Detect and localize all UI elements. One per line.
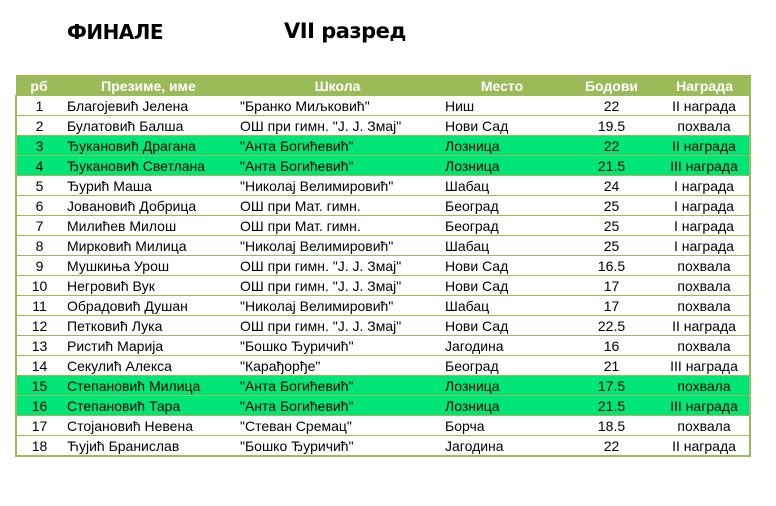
cell-points: 21.5 bbox=[564, 396, 659, 416]
cell-name: Степановић Милица bbox=[62, 376, 235, 396]
cell-points: 24 bbox=[564, 176, 659, 196]
cell-rank: 6 bbox=[16, 196, 62, 216]
cell-rank: 17 bbox=[16, 416, 62, 436]
cell-school: "Стеван Сремац" bbox=[235, 416, 440, 436]
cell-name: Ћујић Бранислав bbox=[62, 436, 235, 457]
cell-place: Јагодина bbox=[440, 336, 564, 356]
cell-name: Мушкиња Урош bbox=[62, 256, 235, 276]
cell-rank: 10 bbox=[16, 276, 62, 296]
cell-points: 16 bbox=[564, 336, 659, 356]
column-header-points: Бодови bbox=[564, 76, 659, 96]
table-row bbox=[16, 216, 750, 236]
cell-points: 17.5 bbox=[564, 376, 659, 396]
cell-school: "Николај Велимировић" bbox=[235, 176, 440, 196]
cell-rank: 7 bbox=[16, 216, 62, 236]
cell-school: "Николај Велимировић" bbox=[235, 236, 440, 256]
cell-place: Лозница bbox=[440, 156, 564, 176]
table-row bbox=[16, 356, 750, 376]
column-header-name: Презиме, име bbox=[62, 76, 235, 96]
cell-name: Негровић Вук bbox=[62, 276, 235, 296]
cell-name: Милићев Милош bbox=[62, 216, 235, 236]
table-row bbox=[16, 276, 750, 296]
cell-school: ОШ при гимн. "Ј. Ј. Змај" bbox=[235, 276, 440, 296]
cell-school: ОШ при гимн. "Ј. Ј. Змај" bbox=[235, 256, 440, 276]
cell-place: Ниш bbox=[440, 96, 564, 116]
cell-rank: 11 bbox=[16, 296, 62, 316]
cell-school: "Анта Богићевић" bbox=[235, 376, 440, 396]
cell-place: Шабац bbox=[440, 236, 564, 256]
cell-award: похвала bbox=[659, 256, 750, 276]
cell-points: 22.5 bbox=[564, 316, 659, 336]
cell-name: Јовановић Добрица bbox=[62, 196, 235, 216]
cell-school: ОШ при Мат. гимн. bbox=[235, 216, 440, 236]
cell-award: III награда bbox=[659, 356, 750, 376]
results-table bbox=[15, 75, 751, 457]
table-row bbox=[16, 416, 750, 436]
cell-place: Лозница bbox=[440, 396, 564, 416]
cell-rank: 13 bbox=[16, 336, 62, 356]
table-row bbox=[16, 376, 750, 396]
table-row bbox=[16, 176, 750, 196]
cell-school: "Анта Богићевић" bbox=[235, 136, 440, 156]
table-row bbox=[16, 116, 750, 136]
cell-rank: 14 bbox=[16, 356, 62, 376]
cell-points: 17 bbox=[564, 296, 659, 316]
cell-award: II награда bbox=[659, 436, 750, 457]
cell-name: Стојановић Невена bbox=[62, 416, 235, 436]
cell-name: Ристић Марија bbox=[62, 336, 235, 356]
cell-school: ОШ при гимн. "Ј. Ј. Змај" bbox=[235, 116, 440, 136]
cell-place: Борча bbox=[440, 416, 564, 436]
table-row bbox=[16, 236, 750, 256]
table-row bbox=[16, 96, 750, 116]
cell-points: 25 bbox=[564, 216, 659, 236]
cell-place: Београд bbox=[440, 356, 564, 376]
cell-place: Нови Сад bbox=[440, 316, 564, 336]
page-title: ФИНАЛЕ bbox=[67, 20, 164, 44]
cell-name: Булатовић Балша bbox=[62, 116, 235, 136]
cell-award: I награда bbox=[659, 236, 750, 256]
cell-school: ОШ при гимн. "Ј. Ј. Змај" bbox=[235, 316, 440, 336]
cell-rank: 5 bbox=[16, 176, 62, 196]
cell-award: III награда bbox=[659, 156, 750, 176]
cell-name: Степановић Тара bbox=[62, 396, 235, 416]
cell-name: Мирковић Милица bbox=[62, 236, 235, 256]
table-row bbox=[16, 436, 750, 457]
cell-name: Секулић Алекса bbox=[62, 356, 235, 376]
cell-points: 22 bbox=[564, 436, 659, 457]
table-row bbox=[16, 196, 750, 216]
cell-award: похвала bbox=[659, 296, 750, 316]
cell-award: II награда bbox=[659, 96, 750, 116]
cell-points: 22 bbox=[564, 96, 659, 116]
cell-rank: 8 bbox=[16, 236, 62, 256]
grade-title: VII разред bbox=[284, 19, 406, 43]
cell-place: Лозница bbox=[440, 136, 564, 156]
table-row bbox=[16, 316, 750, 336]
cell-name: Обрадовић Душан bbox=[62, 296, 235, 316]
cell-points: 25 bbox=[564, 236, 659, 256]
cell-rank: 9 bbox=[16, 256, 62, 276]
cell-points: 21.5 bbox=[564, 156, 659, 176]
column-header-place: Место bbox=[440, 76, 564, 96]
cell-school: "Николај Велимировић" bbox=[235, 296, 440, 316]
cell-award: похвала bbox=[659, 336, 750, 356]
table-row bbox=[16, 136, 750, 156]
cell-rank: 2 bbox=[16, 116, 62, 136]
cell-name: Благојевић Јелена bbox=[62, 96, 235, 116]
cell-rank: 18 bbox=[16, 436, 62, 457]
cell-place: Јагодина bbox=[440, 436, 564, 457]
cell-award: I награда bbox=[659, 176, 750, 196]
cell-school: "Бранко Миљковић" bbox=[235, 96, 440, 116]
cell-school: "Карађорђе" bbox=[235, 356, 440, 376]
table-header-row bbox=[16, 76, 750, 96]
table-row bbox=[16, 396, 750, 416]
cell-place: Београд bbox=[440, 196, 564, 216]
cell-place: Нови Сад bbox=[440, 116, 564, 136]
cell-place: Београд bbox=[440, 216, 564, 236]
cell-award: I награда bbox=[659, 196, 750, 216]
column-header-award: Награда bbox=[659, 76, 750, 96]
cell-points: 21 bbox=[564, 356, 659, 376]
cell-name: Петковић Лука bbox=[62, 316, 235, 336]
cell-award: I награда bbox=[659, 216, 750, 236]
cell-award: похвала bbox=[659, 416, 750, 436]
table-row bbox=[16, 336, 750, 356]
table-body bbox=[16, 96, 750, 457]
column-header-school: Школа bbox=[235, 76, 440, 96]
cell-rank: 15 bbox=[16, 376, 62, 396]
cell-school: "Анта Богићевић" bbox=[235, 396, 440, 416]
cell-place: Шабац bbox=[440, 176, 564, 196]
cell-name: Ђукановић Драгана bbox=[62, 136, 235, 156]
cell-award: III награда bbox=[659, 396, 750, 416]
cell-place: Нови Сад bbox=[440, 276, 564, 296]
cell-points: 22 bbox=[564, 136, 659, 156]
column-header-rb: рб bbox=[16, 76, 62, 96]
cell-rank: 16 bbox=[16, 396, 62, 416]
cell-place: Лозница bbox=[440, 376, 564, 396]
cell-name: Ђурић Маша bbox=[62, 176, 235, 196]
cell-place: Шабац bbox=[440, 296, 564, 316]
cell-school: "Бошко Ђуричић" bbox=[235, 336, 440, 356]
cell-rank: 4 bbox=[16, 156, 62, 176]
table-row bbox=[16, 296, 750, 316]
cell-rank: 1 bbox=[16, 96, 62, 116]
table-row bbox=[16, 256, 750, 276]
cell-rank: 12 bbox=[16, 316, 62, 336]
cell-points: 19.5 bbox=[564, 116, 659, 136]
cell-award: II награда bbox=[659, 316, 750, 336]
cell-points: 25 bbox=[564, 196, 659, 216]
cell-school: "Анта Богићевић" bbox=[235, 156, 440, 176]
cell-points: 18.5 bbox=[564, 416, 659, 436]
cell-award: похвала bbox=[659, 276, 750, 296]
cell-school: ОШ при Мат. гимн. bbox=[235, 196, 440, 216]
cell-school: "Бошко Ђуричић" bbox=[235, 436, 440, 457]
cell-award: похвала bbox=[659, 376, 750, 396]
cell-rank: 3 bbox=[16, 136, 62, 156]
cell-points: 16.5 bbox=[564, 256, 659, 276]
cell-place: Нови Сад bbox=[440, 256, 564, 276]
cell-award: II награда bbox=[659, 136, 750, 156]
cell-points: 17 bbox=[564, 276, 659, 296]
table-row bbox=[16, 156, 750, 176]
cell-award: похвала bbox=[659, 116, 750, 136]
cell-name: Ђукановић Светлана bbox=[62, 156, 235, 176]
